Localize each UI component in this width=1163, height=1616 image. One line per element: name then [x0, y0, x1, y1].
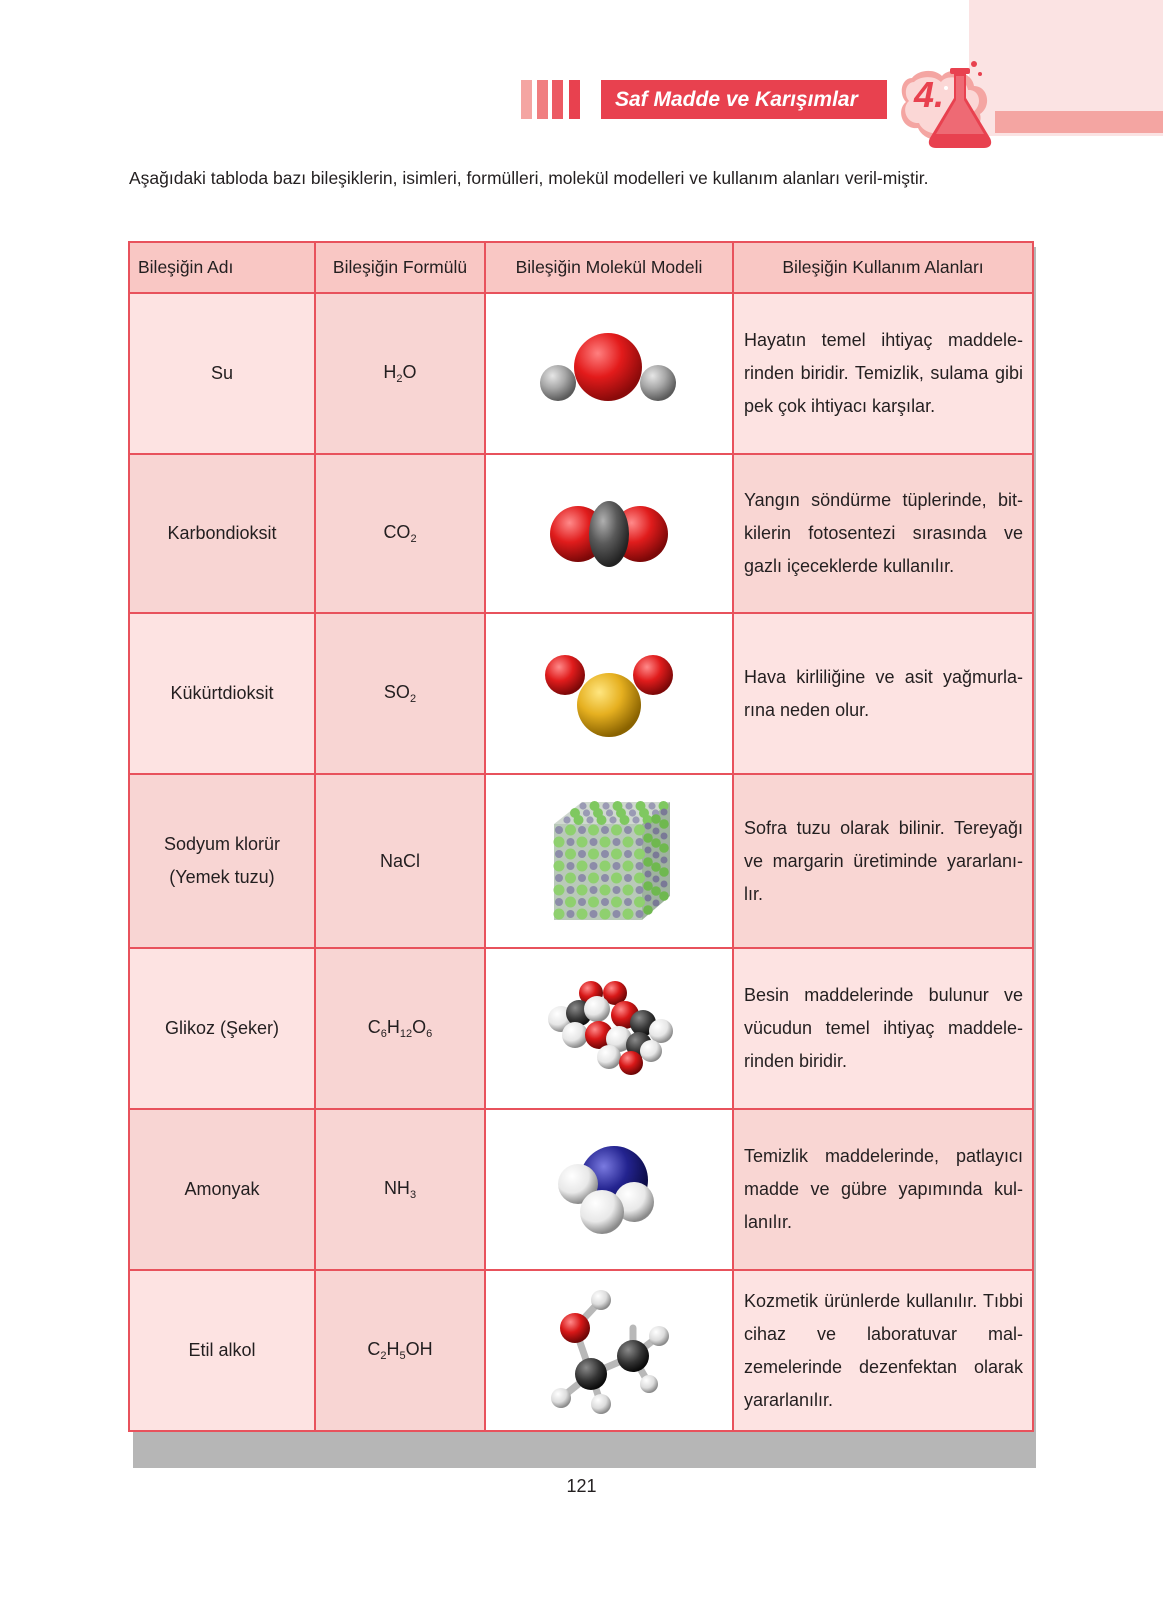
molecule-model — [485, 1109, 733, 1270]
lattice-ion — [588, 825, 599, 836]
compound-formula: $C_2H_5OH$ — [315, 1270, 485, 1431]
lattice-ion — [600, 861, 611, 872]
lattice-ion — [554, 885, 565, 896]
table-header-row — [129, 242, 1033, 293]
molecule-model — [485, 613, 733, 774]
lattice-ion — [601, 898, 609, 906]
lattice-ion — [636, 910, 644, 918]
lattice-ion — [613, 838, 621, 846]
lattice-ion — [597, 815, 607, 825]
lattice-ion — [578, 850, 586, 858]
table-row — [129, 613, 1033, 774]
molecule-model — [485, 1270, 733, 1431]
lattice-ion — [661, 809, 668, 816]
lattice-ion — [555, 874, 563, 882]
table-row — [129, 1109, 1033, 1270]
table-row — [129, 293, 1033, 454]
lattice-ion — [643, 881, 653, 891]
lattice-ion — [590, 910, 598, 918]
lattice-ion — [567, 910, 575, 918]
lattice-ion — [636, 838, 644, 846]
lattice-ion — [651, 886, 661, 896]
lattice-ion — [634, 897, 645, 908]
molecule-model — [485, 774, 733, 948]
lattice-ion — [634, 873, 645, 884]
compound-formula: $CO_2$ — [315, 454, 485, 613]
lattice-ion — [645, 823, 652, 830]
lattice-ion — [624, 850, 632, 858]
lattice-ion — [590, 886, 598, 894]
lattice-ion — [661, 857, 668, 864]
lattice-ion — [578, 898, 586, 906]
compound-formula: $C_6H_{12}O_6$ — [315, 948, 485, 1109]
lattice-ion — [588, 897, 599, 908]
compound-name: Amonyak — [129, 1109, 315, 1270]
lattice-ion — [653, 876, 660, 883]
lattice-ion — [606, 809, 613, 816]
lattice-ion — [611, 825, 622, 836]
lattice-ion — [600, 837, 611, 848]
lattice-ion — [554, 909, 565, 920]
intro-paragraph: Aşağıdaki tabloda bazı bileşiklerin, isimleri, formülleri, molekül modelleri ve kullanım alanları veril-miştir. — [129, 168, 929, 188]
lattice-ion — [577, 861, 588, 872]
table-row — [129, 774, 1033, 948]
compound-usage: Hava kirliliğine ve asit yağmurla-rına neden olur. — [733, 613, 1033, 774]
ethanol-molecule-icon — [539, 1286, 679, 1416]
lattice-ion — [554, 837, 565, 848]
lattice-ion — [661, 833, 668, 840]
lattice-ion — [611, 897, 622, 908]
compound-formula: $H_2O$ — [315, 293, 485, 454]
compound-usage: Sofra tuzu olarak bilinir. Tereyağı ve margarin üretiminde yararlanı-lır. — [733, 774, 1033, 948]
lattice-ion — [645, 871, 652, 878]
lattice-ion — [624, 874, 632, 882]
lattice-ion — [613, 886, 621, 894]
lattice-ion — [600, 909, 611, 920]
table-row — [129, 1270, 1033, 1431]
sulfur-dioxide-molecule-icon — [539, 639, 679, 749]
lattice-ion — [620, 815, 630, 825]
compound-formula: $NH_3$ — [315, 1109, 485, 1270]
lattice-ion — [609, 816, 616, 823]
lattice-ion — [623, 837, 634, 848]
molecule-model — [485, 454, 733, 613]
lattice-ion — [651, 838, 661, 848]
lattice-ion — [653, 828, 660, 835]
lattice-ion — [659, 843, 669, 853]
lattice-ion — [567, 862, 575, 870]
molecule-model — [485, 293, 733, 454]
lattice-ion — [565, 849, 576, 860]
compound-name: Etil alkol — [129, 1270, 315, 1431]
compound-formula: $SO_2$ — [315, 613, 485, 774]
lattice-ion — [653, 852, 660, 859]
sodium-chloride-lattice-icon — [544, 796, 674, 926]
lattice-ion — [632, 816, 639, 823]
header-cell-model: Bileşiğin Molekül Modeli — [485, 242, 733, 293]
lattice-ion — [590, 838, 598, 846]
lattice-ion — [577, 885, 588, 896]
lattice-ion — [565, 873, 576, 884]
lattice-ion — [588, 849, 599, 860]
lattice-ion — [648, 802, 655, 809]
lattice-ion — [661, 881, 668, 888]
lattice-ion — [643, 905, 653, 915]
lattice-ion — [653, 900, 660, 907]
lattice-ion — [601, 826, 609, 834]
lattice-ion — [659, 819, 669, 829]
lattice-ion — [565, 897, 576, 908]
water-molecule-icon — [534, 329, 684, 419]
lattice-ion — [643, 857, 653, 867]
header-cell-name: Bileşiğin Adı — [129, 242, 315, 293]
lattice-ion — [579, 802, 586, 809]
compound-usage: Besin maddelerinde bulunur ve vücudun temel ihtiyaç maddele-rinden biridir. — [733, 948, 1033, 1109]
lattice-ion — [634, 849, 645, 860]
lattice-ion — [645, 895, 652, 902]
lattice-ion — [586, 816, 593, 823]
compound-usage: Kozmetik ürünlerde kullanılır. Tıbbi cihaz ve laboratuvar mal-zemelerinde dezenfektan olarak yararlanılır. — [733, 1270, 1033, 1431]
lattice-ion — [588, 873, 599, 884]
lattice-ion — [634, 825, 645, 836]
lattice-ion — [643, 833, 653, 843]
lattice-ion — [555, 850, 563, 858]
lattice-ion — [577, 837, 588, 848]
compound-formula: NaCl — [315, 774, 485, 948]
ammonia-molecule-icon — [554, 1140, 664, 1240]
carbon-dioxide-molecule-icon — [544, 494, 674, 574]
lattice-ion — [590, 862, 598, 870]
lattice-ion — [624, 826, 632, 834]
lattice-ion — [578, 826, 586, 834]
lattice-ion — [613, 862, 621, 870]
lattice-ion — [602, 802, 609, 809]
lattice-ion — [563, 816, 570, 823]
lattice-ion — [629, 809, 636, 816]
lattice-ion — [578, 874, 586, 882]
lattice-ion — [574, 815, 584, 825]
lattice-ion — [600, 885, 611, 896]
lattice-ion — [636, 862, 644, 870]
compound-name: Su — [129, 293, 315, 454]
lattice-ion — [623, 885, 634, 896]
lattice-ion — [651, 862, 661, 872]
lattice-ion — [567, 886, 575, 894]
lattice-ion — [624, 898, 632, 906]
lattice-ion — [659, 891, 669, 901]
lattice-ion — [651, 814, 661, 824]
compound-usage: Hayatın temel ihtiyaç maddele-rinden biridir. Temizlik, sulama gibi pek çok ihtiyacı karşılar. — [733, 293, 1033, 454]
lattice-ion — [645, 847, 652, 854]
lattice-ion — [659, 867, 669, 877]
lattice-ion — [567, 838, 575, 846]
chapter-number: 4. — [914, 74, 945, 115]
compound-name: Glikoz (Şeker) — [129, 948, 315, 1109]
lattice-ion — [625, 802, 632, 809]
lattice-ion — [601, 850, 609, 858]
header-cell-formula: Bileşiğin Formülü — [315, 242, 485, 293]
lattice-ion — [554, 861, 565, 872]
glucose-molecule-icon — [539, 979, 679, 1079]
compound-name: Kükürtdioksit — [129, 613, 315, 774]
compound-name: Karbondioksit — [129, 454, 315, 613]
header-cell-usage: Bileşiğin Kullanım Alanları — [733, 242, 1033, 293]
compound-name: Sodyum klorür (Yemek tuzu) — [129, 774, 315, 948]
compounds-table — [128, 241, 1034, 1432]
compound-usage: Temizlik maddelerinde, patlayıcı madde ve gübre yapımında kul-lanılır. — [733, 1109, 1033, 1270]
lattice-ion — [613, 910, 621, 918]
lattice-ion — [623, 909, 634, 920]
lattice-ion — [611, 873, 622, 884]
lattice-ion — [623, 861, 634, 872]
lattice-ion — [555, 898, 563, 906]
table-row — [129, 948, 1033, 1109]
molecule-model — [485, 948, 733, 1109]
lattice-ion — [577, 909, 588, 920]
lattice-ion — [565, 825, 576, 836]
table-row — [129, 454, 1033, 613]
lattice-ion — [611, 849, 622, 860]
compound-usage: Yangın söndürme tüplerinde, bit-kilerin fotosentezi sırasında ve gazlı içeceklerde kullanılır. — [733, 454, 1033, 613]
lattice-ion — [555, 826, 563, 834]
chapter-title: Saf Madde ve Karışımlar — [601, 80, 887, 119]
page-number: 121 — [566, 1476, 597, 1496]
lattice-ion — [583, 809, 590, 816]
lattice-ion — [601, 874, 609, 882]
lattice-ion — [636, 886, 644, 894]
